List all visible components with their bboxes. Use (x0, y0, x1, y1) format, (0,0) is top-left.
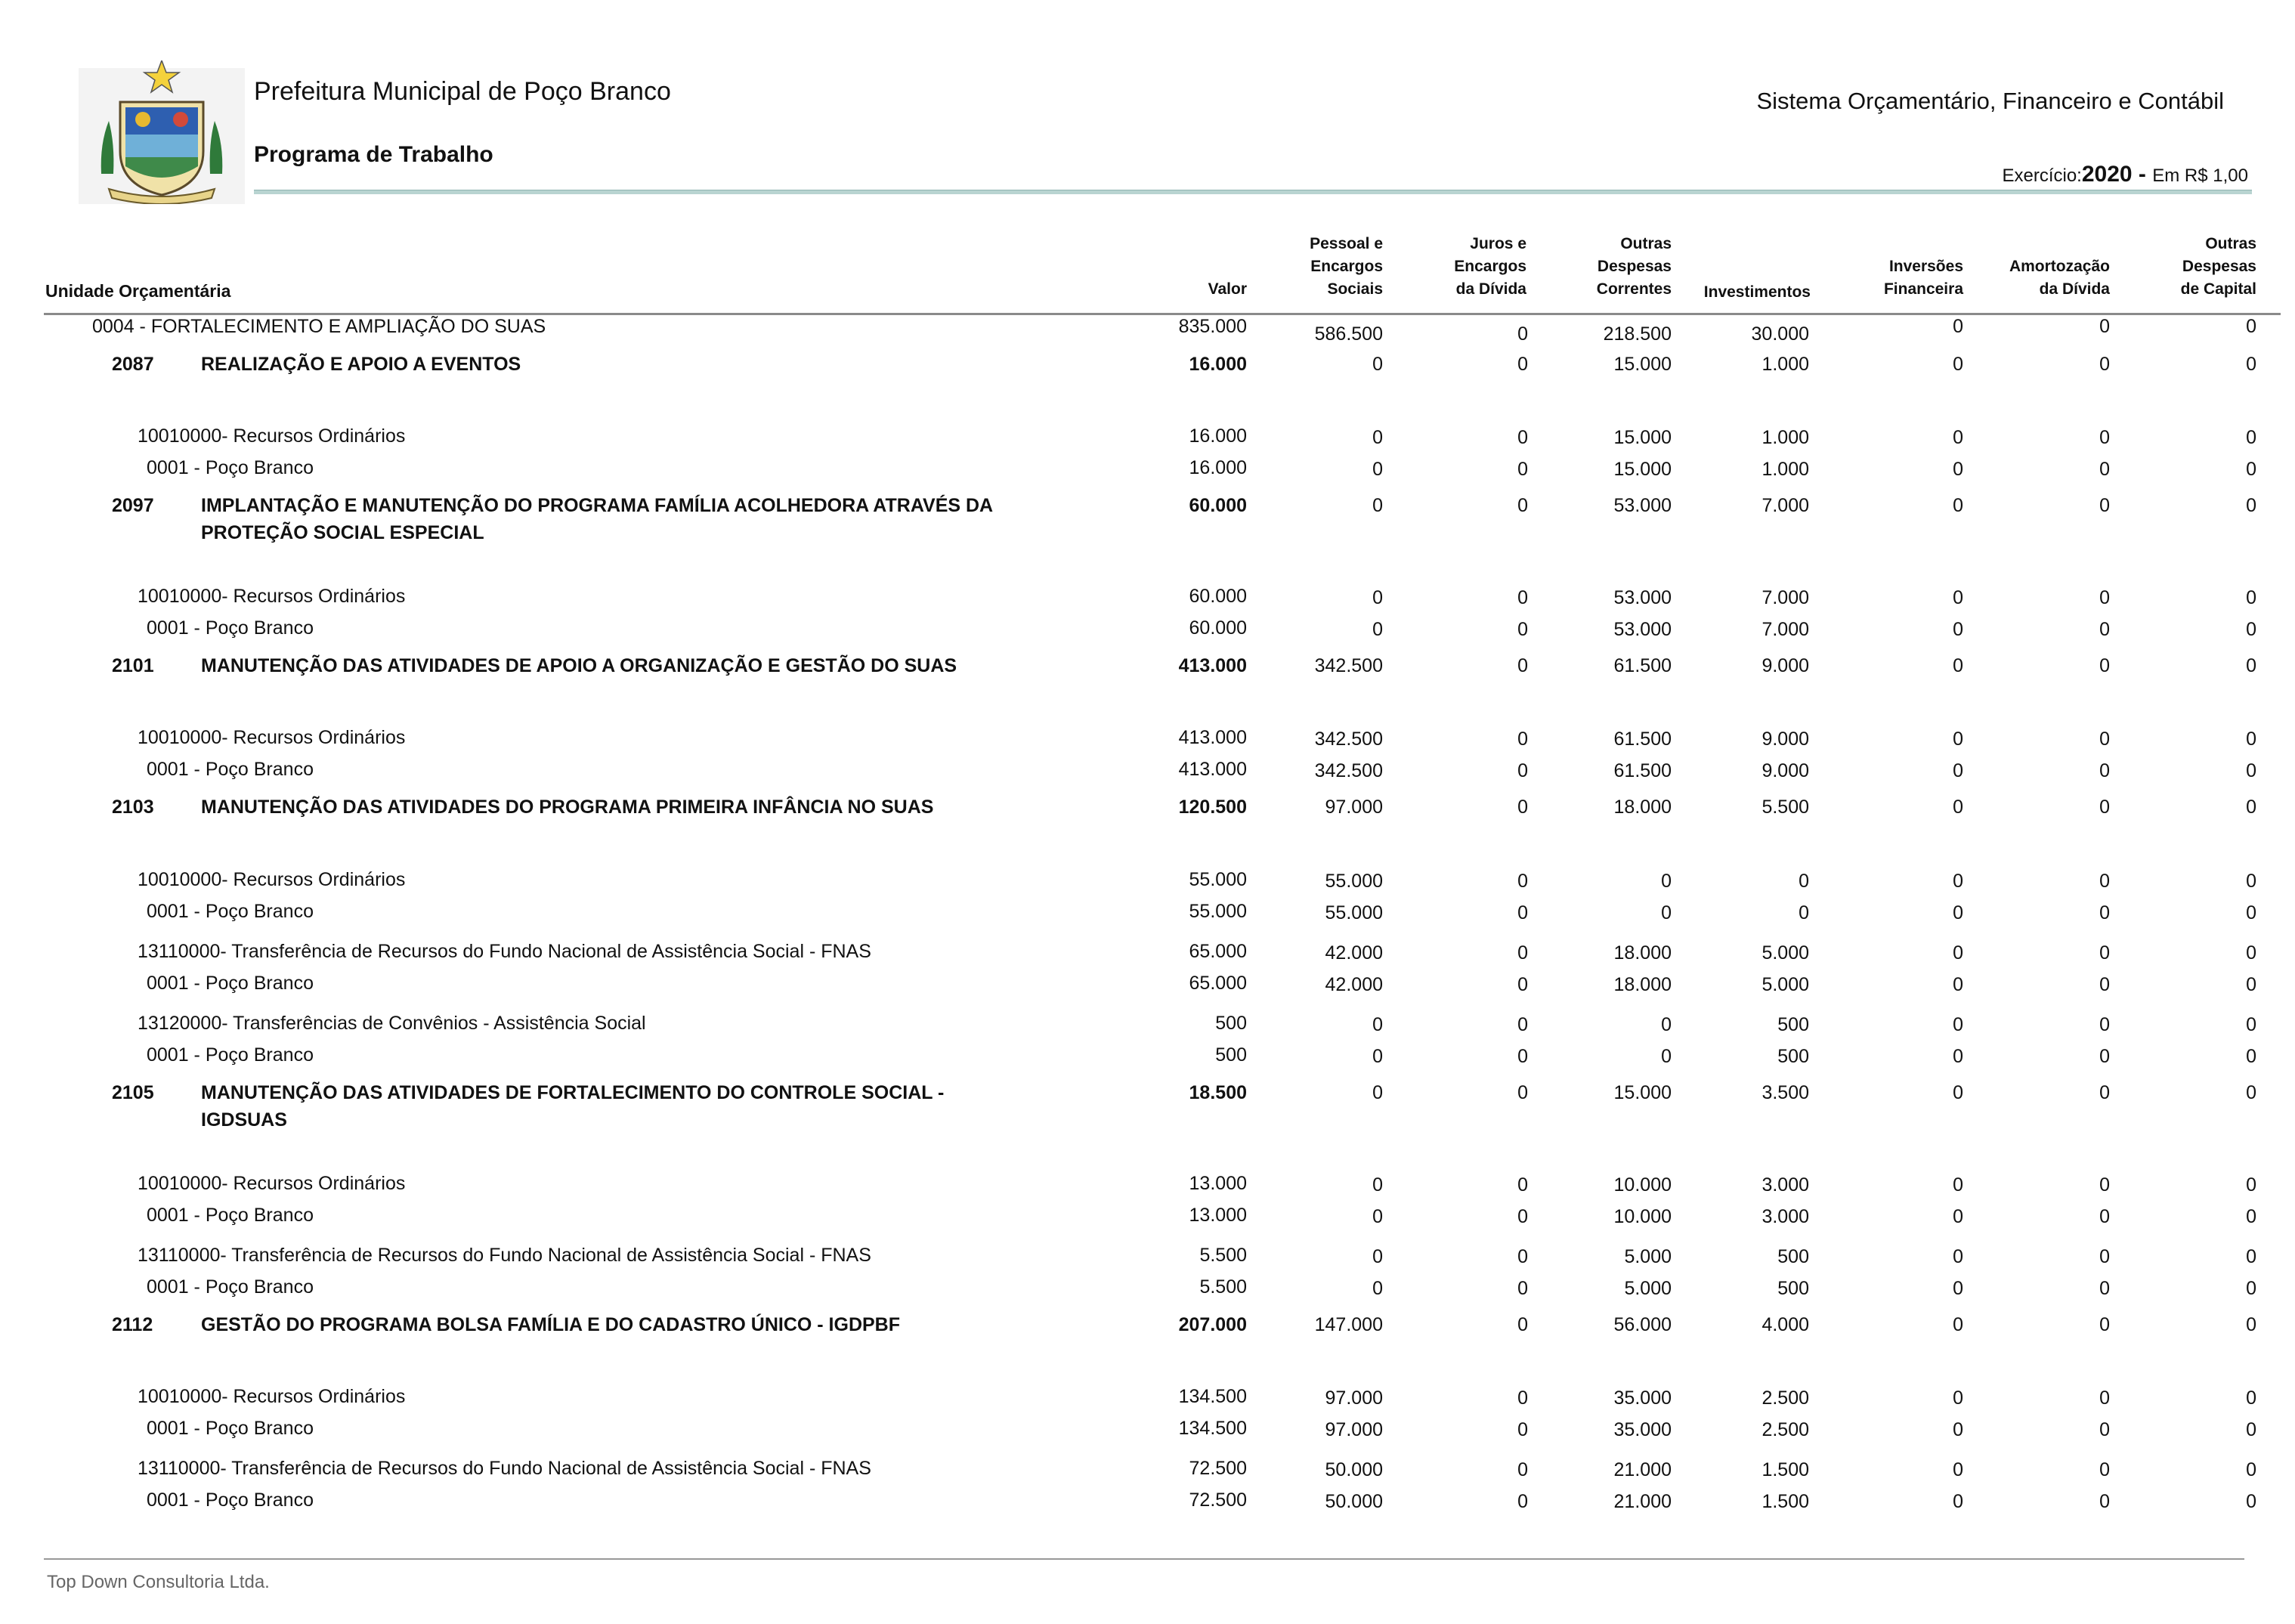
value-cell: 35.000 (1613, 1419, 1672, 1440)
value-cell: 0 (1517, 1278, 1528, 1299)
value-cell: 0 (1953, 760, 1963, 781)
value-cell: 0 (2099, 760, 2110, 781)
column-header-amortizacao: Amortozação da Dívida (2009, 258, 2110, 298)
value-cell: 97.000 (1325, 1387, 1383, 1409)
value-cell: 1.000 (1761, 459, 1809, 480)
value-cell: 0 (1372, 427, 1383, 448)
value-cell: 16.000 (1189, 354, 1247, 375)
value-cell: 0 (1799, 902, 1809, 923)
report-title: Programa de Trabalho (254, 142, 493, 167)
value-cell: 0 (1661, 1046, 1672, 1067)
system-name: Sistema Orçamentário, Financeiro e Contábil (1756, 88, 2224, 114)
value-cell: 55.000 (1325, 871, 1383, 892)
value-cell: 65.000 (1189, 941, 1247, 962)
value-cell: 0 (2246, 587, 2256, 608)
value-cell: 0 (1372, 1082, 1383, 1103)
value-cell: 0 (2246, 1278, 2256, 1299)
source-label: 10010000- Recursos Ordinários (138, 727, 406, 748)
value-cell: 413.000 (1178, 727, 1247, 748)
value-cell: 55.000 (1189, 901, 1247, 922)
value-cell: 0 (1517, 1082, 1528, 1103)
value-cell: 0 (2246, 427, 2256, 448)
value-cell: 0 (2246, 1491, 2256, 1512)
value-cell: 30.000 (1751, 323, 1809, 345)
value-cell: 0 (2099, 587, 2110, 608)
value-cell: 53.000 (1613, 587, 1672, 608)
value-cell: 0 (1953, 1174, 1963, 1196)
value-cell: 0 (1517, 1206, 1528, 1227)
value-cell: 0 (1953, 459, 1963, 480)
value-cell: 42.000 (1325, 974, 1383, 995)
column-header-unidade: Unidade Orçamentária (45, 281, 231, 301)
value-cell: 0 (1953, 354, 1963, 375)
value-cell: 0 (2246, 797, 2256, 818)
action-code: 2112 (112, 1314, 153, 1335)
value-cell: 0 (2099, 1014, 2110, 1035)
value-cell: 16.000 (1189, 457, 1247, 478)
value-cell: 0 (2246, 1046, 2256, 1067)
value-cell: 500 (1777, 1014, 1809, 1035)
value-cell: 55.000 (1189, 869, 1247, 890)
value-cell: 5.000 (1761, 974, 1809, 995)
action-title: GESTÃO DO PROGRAMA BOLSA FAMÍLIA E DO CADASTRO ÚNICO - IGDPBF (201, 1314, 900, 1335)
value-cell: 342.500 (1314, 760, 1383, 781)
value-cell: 18.000 (1613, 942, 1672, 964)
action-title: MANUTENÇÃO DAS ATIVIDADES DO PROGRAMA PRIMEIRA INFÂNCIA NO SUAS (201, 797, 934, 818)
value-cell: 0 (1517, 1387, 1528, 1409)
unit-label: 0001 - Poço Branco (147, 901, 314, 922)
value-cell: 0 (2099, 354, 2110, 375)
value-cell: 207.000 (1178, 1314, 1247, 1335)
action-title: REALIZAÇÃO E APOIO A EVENTOS (201, 354, 521, 375)
action-code: 2087 (112, 354, 154, 375)
value-cell: 56.000 (1613, 1314, 1672, 1335)
value-cell: 0 (1517, 728, 1528, 750)
action-title: MANUTENÇÃO DAS ATIVIDADES DE FORTALECIMENTO DO CONTROLE SOCIAL - IGDSUAS (201, 1082, 945, 1131)
value-cell: 0 (2246, 1459, 2256, 1480)
value-cell: 1.000 (1761, 354, 1809, 375)
value-cell: 500 (1215, 1013, 1247, 1034)
value-cell: 0 (1799, 871, 1809, 892)
value-cell: 3.500 (1761, 1082, 1809, 1103)
value-cell: 0 (1953, 1387, 1963, 1409)
value-cell: 5.000 (1624, 1246, 1672, 1267)
value-cell: 13.000 (1189, 1205, 1247, 1226)
value-cell: 500 (1777, 1246, 1809, 1267)
value-cell: 18.000 (1613, 974, 1672, 995)
action-title: MANUTENÇÃO DAS ATIVIDADES DE APOIO A ORGANIZAÇÃO E GESTÃO DO SUAS (201, 655, 957, 676)
value-cell: 0 (1953, 655, 1963, 676)
unit-label: 0001 - Poço Branco (147, 457, 314, 478)
value-cell: 0 (2246, 1314, 2256, 1335)
action-code: 2105 (112, 1082, 154, 1103)
unit-label: 0001 - Poço Branco (147, 1276, 314, 1298)
value-cell: 0 (2099, 655, 2110, 676)
value-cell: 0 (2099, 1314, 2110, 1335)
value-cell: 0 (2099, 1246, 2110, 1267)
value-cell: 0 (1517, 1046, 1528, 1067)
value-cell: 413.000 (1178, 655, 1247, 676)
value-cell: 61.500 (1613, 728, 1672, 750)
value-cell: 0 (2246, 871, 2256, 892)
value-cell: 15.000 (1613, 427, 1672, 448)
value-cell: 0 (2246, 1246, 2256, 1267)
value-cell: 500 (1777, 1278, 1809, 1299)
value-cell: 65.000 (1189, 973, 1247, 994)
value-cell: 0 (1953, 1278, 1963, 1299)
value-cell: 0 (1517, 1491, 1528, 1512)
value-cell: 10.000 (1613, 1206, 1672, 1227)
value-cell: 0 (1372, 587, 1383, 608)
value-cell: 0 (2246, 354, 2256, 375)
value-cell: 0 (2099, 974, 2110, 995)
value-cell: 15.000 (1613, 354, 1672, 375)
value-cell: 500 (1215, 1044, 1247, 1066)
value-cell: 50.000 (1325, 1491, 1383, 1512)
value-cell: 7.000 (1761, 587, 1809, 608)
value-cell: 0 (1372, 1246, 1383, 1267)
value-cell: 0 (1372, 619, 1383, 640)
value-cell: 0 (2099, 495, 2110, 516)
value-cell: 61.500 (1613, 655, 1672, 676)
value-cell: 15.000 (1613, 459, 1672, 480)
value-cell: 18.000 (1613, 797, 1672, 818)
value-cell: 2.500 (1761, 1419, 1809, 1440)
value-cell: 0 (1953, 871, 1963, 892)
unit-label: 0001 - Poço Branco (147, 1418, 314, 1439)
value-cell: 500 (1777, 1046, 1809, 1067)
value-cell: 0 (1953, 1014, 1963, 1035)
value-cell: 0 (1517, 760, 1528, 781)
value-cell: 0 (2246, 459, 2256, 480)
action-code: 2097 (112, 495, 154, 516)
value-cell: 0 (1517, 354, 1528, 375)
value-cell: 0 (2099, 1206, 2110, 1227)
unit-label: 0001 - Poço Branco (147, 617, 314, 639)
unit-label: 0001 - Poço Branco (147, 1489, 314, 1511)
value-cell: 60.000 (1189, 617, 1247, 639)
unit-label: 0001 - Poço Branco (147, 973, 314, 994)
value-cell: 0 (1953, 495, 1963, 516)
value-cell: 16.000 (1189, 425, 1247, 447)
value-cell: 0 (1517, 974, 1528, 995)
value-cell: 0 (2099, 1278, 2110, 1299)
value-cell: 0 (1517, 871, 1528, 892)
value-cell: 0 (2099, 427, 2110, 448)
value-cell: 0 (2099, 619, 2110, 640)
column-header-pessoal: Pessoal e Encargos Sociais (1310, 235, 1383, 298)
value-cell: 5.000 (1624, 1278, 1672, 1299)
value-cell: 55.000 (1325, 902, 1383, 923)
value-cell: 0 (2099, 871, 2110, 892)
value-cell: 0 (2246, 1014, 2256, 1035)
value-cell: 9.000 (1761, 728, 1809, 750)
value-cell: 13.000 (1189, 1173, 1247, 1194)
value-cell: 342.500 (1314, 655, 1383, 676)
value-cell: 0 (1517, 1246, 1528, 1267)
source-label: 10010000- Recursos Ordinários (138, 425, 406, 447)
value-cell: 0 (2099, 902, 2110, 923)
unit-label: 0001 - Poço Branco (147, 759, 314, 780)
exercise-year: 2020 (2081, 162, 2133, 187)
value-cell: 0 (1372, 354, 1383, 375)
value-cell: 0 (1953, 797, 1963, 818)
value-cell: 0 (1953, 942, 1963, 964)
value-cell: 134.500 (1178, 1418, 1247, 1439)
value-cell: 0 (1372, 459, 1383, 480)
value-cell: 0 (1517, 1314, 1528, 1335)
currency-label: Em R$ 1,00 (2152, 165, 2248, 186)
value-cell: 0 (2246, 1082, 2256, 1103)
value-cell: 21.000 (1613, 1491, 1672, 1512)
source-label: 10010000- Recursos Ordinários (138, 869, 406, 890)
value-cell: 2.500 (1761, 1387, 1809, 1409)
value-cell: 0 (2099, 728, 2110, 750)
action-code: 2101 (112, 655, 154, 676)
value-cell: 0 (2099, 1387, 2110, 1409)
value-cell: 342.500 (1314, 728, 1383, 750)
value-cell: 0 (1372, 1046, 1383, 1067)
value-cell: 0 (1953, 316, 1963, 337)
value-cell: 0 (1661, 1014, 1672, 1035)
value-cell: 0 (2246, 902, 2256, 923)
source-label: 10010000- Recursos Ordinários (138, 586, 406, 607)
exercise-label: Exercício: (2002, 165, 2082, 186)
value-cell: 0 (1517, 323, 1528, 345)
column-header-outras-capital: Outras Despesas de Capital (2180, 235, 2256, 298)
value-cell: 72.500 (1189, 1458, 1247, 1479)
value-cell: 0 (1953, 427, 1963, 448)
value-cell: 9.000 (1761, 760, 1809, 781)
value-cell: 0 (1372, 495, 1383, 516)
value-cell: 1.000 (1761, 427, 1809, 448)
value-cell: 218.500 (1603, 323, 1672, 345)
value-cell: 0 (1372, 1174, 1383, 1196)
column-header-juros: Juros e Encargos da Dívida (1454, 235, 1526, 298)
value-cell: 7.000 (1761, 495, 1809, 516)
value-cell: 0 (1953, 1314, 1963, 1335)
value-cell: 0 (1517, 1459, 1528, 1480)
value-cell: 7.000 (1761, 619, 1809, 640)
unit-label: 0001 - Poço Branco (147, 1205, 314, 1226)
column-header-outras-correntes: Outras Despesas Correntes (1596, 235, 1672, 298)
value-cell: 0 (1953, 587, 1963, 608)
value-cell: 0 (1953, 1459, 1963, 1480)
value-cell: 413.000 (1178, 759, 1247, 780)
value-cell: 0 (2246, 655, 2256, 676)
column-header-investimentos: Investimentos (1703, 283, 1811, 301)
value-cell: 3.000 (1761, 1206, 1809, 1227)
source-label: 10010000- Recursos Ordinários (138, 1173, 406, 1194)
value-cell: 9.000 (1761, 655, 1809, 676)
value-cell: 120.500 (1178, 797, 1247, 818)
value-cell: 5.500 (1761, 797, 1809, 818)
value-cell: 0 (2246, 1206, 2256, 1227)
value-cell: 0 (1953, 728, 1963, 750)
value-cell: 0 (2099, 1046, 2110, 1067)
value-cell: 60.000 (1189, 586, 1247, 607)
value-cell: 0 (2246, 1419, 2256, 1440)
value-cell: 0 (1517, 459, 1528, 480)
action-title: IMPLANTAÇÃO E MANUTENÇÃO DO PROGRAMA FAMÍLIA ACOLHEDORA ATRAVÉS DA PROTEÇÃO SOCIAL ESPECIAL (201, 495, 993, 543)
source-label: 13120000- Transferências de Convênios - Assistência Social (138, 1013, 646, 1034)
value-cell: 1.500 (1761, 1491, 1809, 1512)
value-cell: 18.500 (1189, 1082, 1247, 1103)
value-cell: 97.000 (1325, 1419, 1383, 1440)
value-cell: 0 (1953, 1419, 1963, 1440)
value-cell: 4.000 (1761, 1314, 1809, 1335)
value-cell: 0 (1517, 1174, 1528, 1196)
value-cell: 0 (2099, 1419, 2110, 1440)
value-cell: 35.000 (1613, 1387, 1672, 1409)
value-cell: 0 (1953, 1491, 1963, 1512)
value-cell: 0 (1517, 587, 1528, 608)
value-cell: 0 (2099, 316, 2110, 337)
value-cell: 42.000 (1325, 942, 1383, 964)
value-cell: 0 (1372, 1014, 1383, 1035)
value-cell: 0 (1953, 1082, 1963, 1103)
value-cell: 0 (2099, 459, 2110, 480)
unit-label: 0001 - Poço Branco (147, 1044, 314, 1066)
value-cell: 0 (1517, 797, 1528, 818)
value-cell: 5.500 (1199, 1276, 1247, 1298)
value-cell: 0 (2246, 1387, 2256, 1409)
value-cell: 50.000 (1325, 1459, 1383, 1480)
value-cell: 0 (1372, 1206, 1383, 1227)
action-code: 2103 (112, 797, 154, 818)
value-cell: 10.000 (1613, 1174, 1672, 1196)
value-cell: 0 (2099, 942, 2110, 964)
value-cell: 15.000 (1613, 1082, 1672, 1103)
value-cell: 0 (2246, 1174, 2256, 1196)
footer-company: Top Down Consultoria Ltda. (47, 1572, 270, 1592)
footer-divider (44, 1558, 2244, 1560)
source-label: 13110000- Transferência de Recursos do Fundo Nacional de Assistência Social - FNAS (138, 941, 871, 962)
value-cell: 53.000 (1613, 619, 1672, 640)
value-cell: 53.000 (1613, 495, 1672, 516)
value-cell: 0 (2246, 619, 2256, 640)
program-label: 0004 - FORTALECIMENTO E AMPLIAÇÃO DO SUAS (92, 316, 546, 337)
column-header-inversoes: Inversões Financeira (1883, 258, 1963, 298)
value-cell: 0 (1517, 619, 1528, 640)
value-cell: 0 (2246, 316, 2256, 337)
value-cell: 61.500 (1613, 760, 1672, 781)
value-cell: 0 (1372, 1278, 1383, 1299)
value-cell: 3.000 (1761, 1174, 1809, 1196)
source-label: 13110000- Transferência de Recursos do Fundo Nacional de Assistência Social - FNAS (138, 1458, 871, 1479)
value-cell: 21.000 (1613, 1459, 1672, 1480)
value-cell: 0 (1953, 902, 1963, 923)
value-cell: 586.500 (1314, 323, 1383, 345)
value-cell: 0 (2099, 1082, 2110, 1103)
source-label: 13110000- Transferência de Recursos do Fundo Nacional de Assistência Social - FNAS (138, 1245, 871, 1266)
value-cell: 0 (1953, 1046, 1963, 1067)
value-cell: 134.500 (1178, 1386, 1247, 1407)
value-cell: 72.500 (1189, 1489, 1247, 1511)
value-cell: 0 (2246, 974, 2256, 995)
value-cell: 0 (2099, 1174, 2110, 1196)
value-cell: 5.000 (1761, 942, 1809, 964)
value-cell: 97.000 (1325, 797, 1383, 818)
value-cell: 147.000 (1314, 1314, 1383, 1335)
value-cell: 0 (1517, 1014, 1528, 1035)
value-cell: 0 (1517, 1419, 1528, 1440)
value-cell: 0 (2246, 760, 2256, 781)
value-cell: 5.500 (1199, 1245, 1247, 1266)
exercise-separator: - (2132, 162, 2153, 187)
value-cell: 835.000 (1178, 316, 1247, 337)
value-cell: 0 (1517, 902, 1528, 923)
municipality-name: Prefeitura Municipal de Poço Branco (254, 77, 671, 106)
value-cell: 60.000 (1189, 495, 1247, 516)
value-cell: 0 (1953, 974, 1963, 995)
value-cell: 0 (2246, 495, 2256, 516)
value-cell: 0 (2246, 728, 2256, 750)
value-cell: 1.500 (1761, 1459, 1809, 1480)
value-cell: 0 (2099, 1459, 2110, 1480)
value-cell: 0 (1517, 942, 1528, 964)
column-header-valor: Valor (1208, 280, 1247, 298)
source-label: 10010000- Recursos Ordinários (138, 1386, 406, 1407)
value-cell: 0 (2099, 1491, 2110, 1512)
value-cell: 0 (2099, 797, 2110, 818)
value-cell: 0 (1517, 427, 1528, 448)
value-cell: 0 (2246, 942, 2256, 964)
value-cell: 0 (1953, 1246, 1963, 1267)
value-cell: 0 (1517, 495, 1528, 516)
value-cell: 0 (1517, 655, 1528, 676)
value-cell: 0 (1953, 1206, 1963, 1227)
value-cell: 0 (1661, 902, 1672, 923)
value-cell: 0 (1661, 871, 1672, 892)
value-cell: 0 (1953, 619, 1963, 640)
